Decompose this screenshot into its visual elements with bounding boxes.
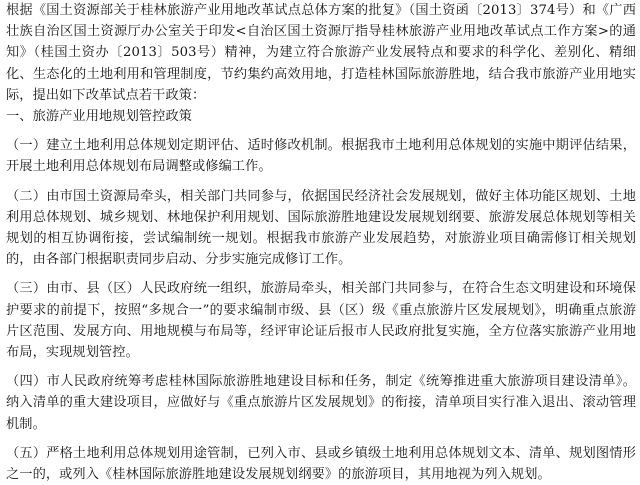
policy-paragraph-1: （一）建立土地利用总体规划定期评估、适时修改机制。根据我市土地利用总体规划的实施中期评估结果，开展土地利用总体规划布局调整或修编工作。: [6, 138, 636, 175]
policy-paragraph-4: （四）市人民政府统筹考虑桂林国际旅游胜地建设目标和任务，制定《统筹推进重大旅游项目建设清单》。纳入清单的重大建设项目，应做好与《重点旅游片区发展规划》的衔接，清单项目实行准入退出、滚动管理机制。: [6, 374, 636, 432]
policy-paragraph-3: （三）由市、县（区）人民政府统一组织，旅游局牵头，相关部门共同参与，在符合生态文明建设和环境保护要求的前提下，按照“多规合一”的要求编制市级、县（区）级《重点旅游片区发展规划》，明确重点旅游片区范围、发展方向、用地规模与布局等，经评审论证后报市人民政府批复实施，全方位落实旅游产业用地布局，实现规划管控。: [6, 281, 636, 361]
section-heading: 一、旅游产业用地规划管控政策: [6, 109, 193, 125]
document-body: [6, 0, 636, 485]
intro-paragraph: 根据《国土资源部关于桂林旅游产业用地改革试点总体方案的批复》（国土资函〔2013〕374号）和《广西壮族自治区国土资源厅办公室关于印发<自治区国土资源厅指导桂林旅游产业用地改革试点工作方案>的通知》（桂国土资办〔2013〕503号）精神，为建立符合旅游产业发展特点和要求的科学化、差别化、精细化、生态化的土地利用和管理制度，节约集约高效用地，打造桂林国际旅游胜地，结合我市旅游产业用地实际，提出如下改革试点若干政策：: [6, 3, 636, 103]
policy-paragraph-5: （五）严格土地利用总体规划用途管制，已列入市、县或乡镇级土地利用总体规划文本、清单、规划图情形之一的，或列入《桂林国际旅游胜地建设发展规划纲要》的旅游项目，其用地视为列入规划。: [6, 445, 636, 483]
policy-paragraph-2: （二）由市国土资源局牵头，相关部门共同参与，依据国民经济社会发展规划，做好主体功能区规划、土地利用总体规划、城乡规划、林地保护利用规划、国际旅游胜地建设发展规划纲要、旅游发展总体规划等相关规划的相互协调衔接，尝试编制统一规划。根据我市旅游产业发展趋势，对旅游业项目确需修订相关规划的，由各部门根据职责同步启动、分步实施完成修订工作。: [6, 188, 636, 268]
